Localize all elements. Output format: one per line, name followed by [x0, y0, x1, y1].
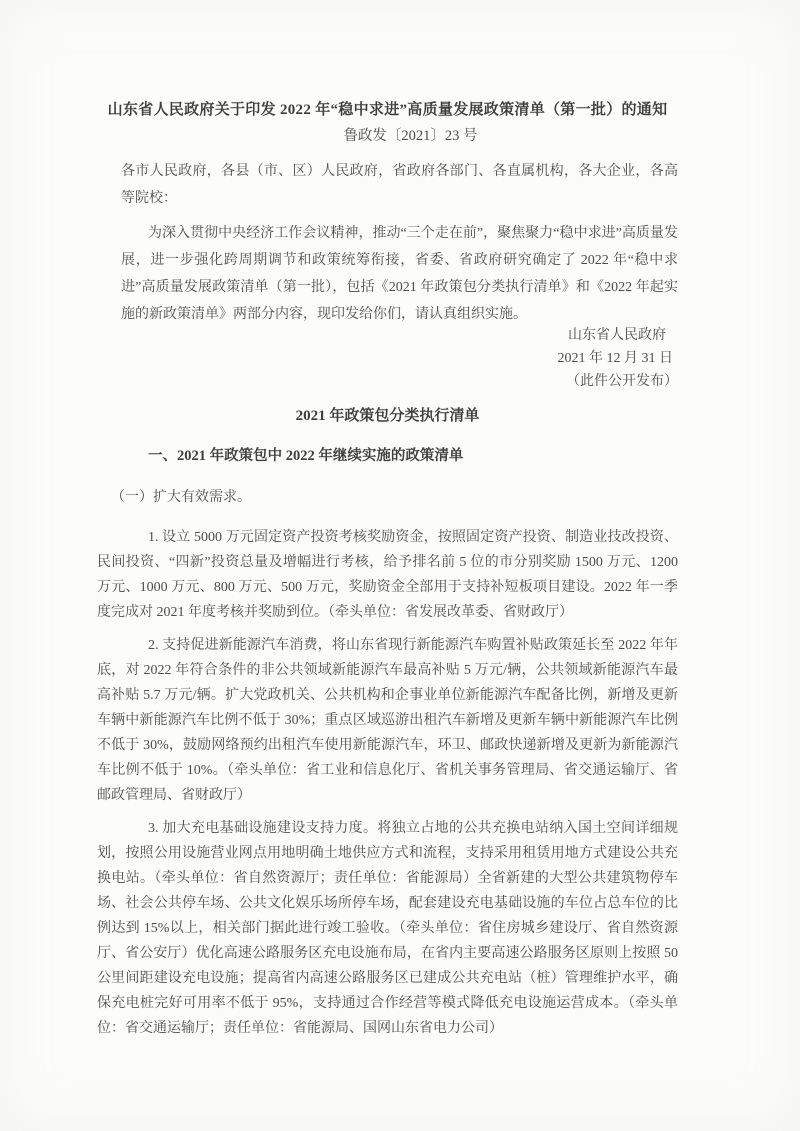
- subsection-heading: （一）扩大有效需求。: [111, 490, 251, 505]
- signature-publish-note: （此件公开发布）: [566, 374, 678, 389]
- signature-block: [97, 324, 678, 393]
- document-title: 山东省人民政府关于印发 2022 年“稳中求进”高质量发展政策清单（第一批）的通知: [107, 102, 668, 118]
- section-heading: 一、2021 年政策包中 2022 年继续实施的政策清单: [148, 448, 464, 464]
- document-number: 鲁政发〔2021〕23 号: [343, 128, 478, 144]
- policy-item-2: 2. 支持促进新能源汽车消费，将山东省现行新能源汽车购置补贴政策延长至 2022 年年底，对 2022 年符合条件的非公共领域新能源汽车最高补贴 5 万元/辆，公共领域新能源汽车最高补贴 5.7 万元/辆。扩大党政机关、公共机构和企事业单位新能源汽车配备比例，新增及更新车辆中新能源汽车比例不低于 30%；重点区域巡游出租汽车新增及更新车辆中新能源汽车比例不低于 30%，鼓励网络预约出租汽车使用新能源汽车，环卫、邮政快递新增及更新为新能源汽车比例不低于 10%。（牵头单位：省工业和信息化厅、省机关事务管理局、省交通运输厅、省邮政管理局、省财政厅）: [97, 638, 678, 803]
- intro-paragraph: 为深入贯彻中央经济工作会议精神，推动“三个走在前”，聚焦聚力“稳中求进”高质量发展，进一步强化跨周期调节和政策统筹衔接，省委、省政府研究确定了 2022 年“稳中求进”高质量发展政策清单（第一批），包括《2021 年政策包分类执行清单》和《2022 年起实施的新政策清单》两部分内容，现印发给你们，请认真组织实施。: [121, 226, 678, 322]
- signature-date: 2021 年 12 月 31 日: [557, 351, 673, 366]
- list-title: 2021 年政策包分类执行清单: [295, 408, 480, 424]
- policy-item-3: 3. 加大充电基础设施建设支持力度。将独立占地的公共充换电站纳入国土空间详细规划，按照公用设施营业网点用地明确土地供应方式和流程，支持采用租赁用地方式建设公共充换电站。（牵头单位：省自然资源厅；责任单位：省能源局）全省新建的大型公共建筑物停车场、社会公共停车场、公共文化娱乐场所停车场，配套建设充电基础设施的车位占总车位的比例达到 15%以上，相关部门据此进行竣工验收。（牵头单位：省住房城乡建设厅、省自然资源厅、省公安厅）优化高速公路服务区充电设施布局，在省内主要高速公路服务区原则上按照 50 公里间距建设充电设施；提高省内高速公路服务区已建成公共充电站（桩）管理维护水平，确保充电桩完好可用率不低于 95%，支持通过合作经营等模式降低充电设施运营成本。（牵头单位：省交通运输厅；责任单位：省能源局、国网山东省电力公司）: [97, 821, 678, 1036]
- signature-issuer: 山东省人民政府: [568, 328, 666, 343]
- salutation: 各市人民政府，各县（市、区）人民政府，省政府各部门、各直属机构，各大企业，各高等院校：: [121, 164, 678, 206]
- policy-item-1: 1. 设立 5000 万元固定资产投资考核奖励资金，按照固定资产投资、制造业技改投资、民间投资、“四新”投资总量及增幅进行考核，给予排名前 5 位的市分别奖励 1500 万元、1200 万元、1000 万元、800 万元、500 万元，奖励资金全部用于支持补短板项目建设。2022 年一季度完成对 2021 年度考核并奖励到位。（牵头单位：省发展改革委、省财政厅）: [97, 530, 678, 620]
